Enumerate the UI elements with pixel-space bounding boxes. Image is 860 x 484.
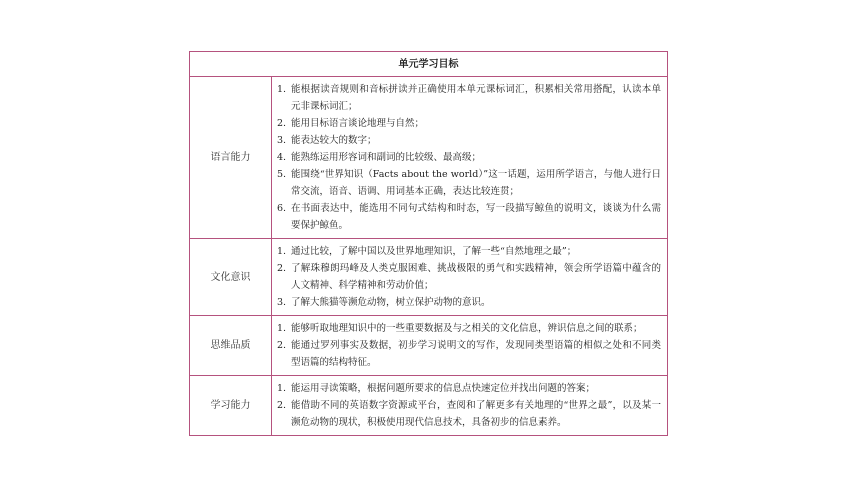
list-item [277,260,661,294]
list-item [277,337,661,371]
table-row [190,239,668,316]
item-text: 在书面表达中，能选用不同句式结构和时态，写一段描写鲸鱼的说明文，谈谈为什么需要保护鲸鱼。 [291,203,661,231]
item-text: 能够听取地理知识中的一些重要数据及与之相关的文化信息，辨识信息之间的联系； [291,323,643,334]
item-number: 3. [277,135,287,146]
item-number: 2. [277,340,287,351]
list-item [277,149,661,166]
item-text: 了解大熊猫等濒危动物，树立保护动物的意识。 [291,297,491,308]
item-number: 3. [277,297,287,308]
objectives-cell [272,77,668,239]
item-number: 1. [277,246,287,257]
objective-list [277,243,661,311]
item-number: 4. [277,152,287,163]
category-label: 文化意识 [190,239,272,316]
item-text: 能根据读音规则和音标拼读并正确使用本单元课标词汇，积累相关常用搭配，认读本单元非课标词汇； [291,84,661,112]
table-row [190,376,668,436]
item-number: 1. [277,323,287,334]
objective-list [277,81,661,234]
item-text: 能通过罗列事实及数据，初步学习说明文的写作，发现同类型语篇的相似之处和不同类型语篇的结构特征。 [291,340,661,368]
item-text: 通过比较，了解中国以及世界地理知识，了解一些“自然地理之最”； [291,246,577,257]
item-number: 5. [277,169,287,180]
list-item [277,320,661,337]
list-item [277,380,661,397]
list-item [277,81,661,115]
table-title: 单元学习目标 [190,52,668,77]
item-number: 2. [277,400,287,411]
list-item [277,132,661,149]
objectives-cell [272,239,668,316]
table-row [190,77,668,239]
item-text: 能熟练运用形容词和副词的比较级、最高级； [291,152,482,163]
table-row [190,316,668,376]
item-text: 能用目标语言谈论地理与自然； [291,118,425,129]
objective-list [277,380,661,431]
list-item [277,397,661,431]
list-item [277,200,661,234]
category-label: 学习能力 [190,376,272,436]
learning-objectives-table [189,51,668,436]
item-text: 能运用寻读策略，根据问题所要求的信息点快速定位并找出问题的答案； [291,383,596,394]
item-number: 2. [277,118,287,129]
item-text: 能借助不同的英语数字资源或平台，查阅和了解更多有关地理的“世界之最”，以及某一濒危动物的现状，积极使用现代信息技术，具备初步的信息素养。 [291,400,661,428]
item-number: 1. [277,84,287,95]
objectives-cell [272,316,668,376]
list-item [277,166,661,200]
category-label: 思维品质 [190,316,272,376]
item-text: 能围绕“世界知识（Facts about the world）”这一话题，运用所学语言，与他人进行日常交流，语音、语调、用词基本正确，表达比较连贯； [291,169,661,197]
item-number: 6. [277,203,287,214]
item-text: 能表达较大的数字； [291,135,377,146]
item-text: 了解珠穆朗玛峰及人类克服困难、挑战极限的勇气和实践精神，领会所学语篇中蕴含的人文精神、科学精神和劳动价值； [291,263,661,291]
item-number: 1. [277,383,287,394]
objectives-cell [272,376,668,436]
category-label: 语言能力 [190,77,272,239]
item-number: 2. [277,263,287,274]
objective-list [277,320,661,371]
list-item [277,294,661,311]
list-item [277,115,661,132]
list-item [277,243,661,260]
table-title-row [190,52,668,77]
